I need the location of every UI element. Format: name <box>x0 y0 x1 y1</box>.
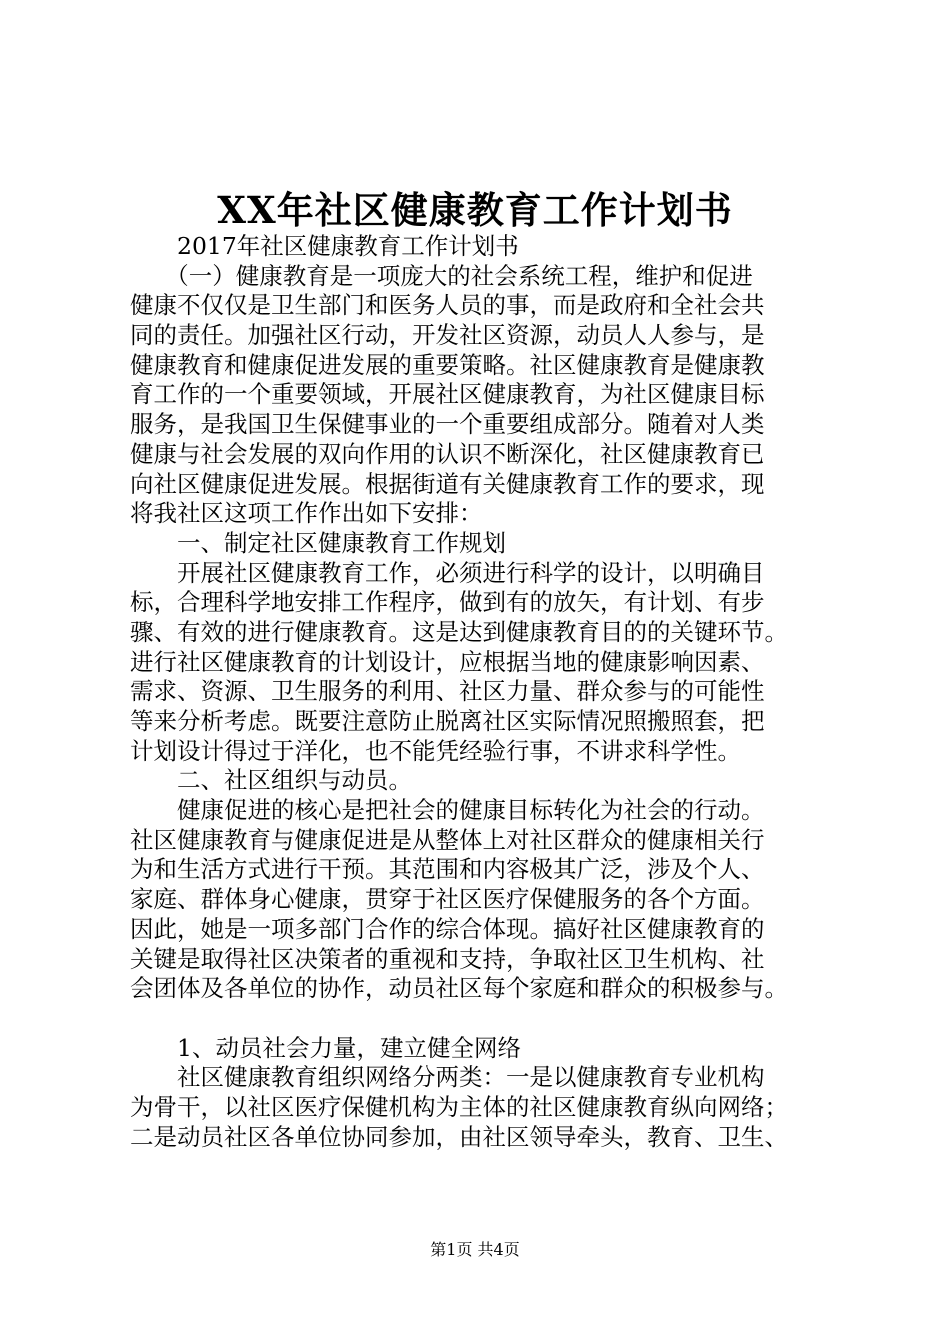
text-line: 社区健康教育组织网络分两类：一是以健康教育专业机构 <box>130 1063 765 1092</box>
text-line: 健康与社会发展的双向作用的认识不断深化，社区健康教育已 <box>130 439 765 468</box>
text-line: 等来分析考虑。既要注意防止脱离社区实际情况照搬照套，把 <box>130 707 765 735</box>
text-line: 育工作的一个重要领域，开展社区健康教育，为社区健康目标 <box>130 380 765 409</box>
text-line: 家庭、群体身心健康，贯穿于社区医疗保健服务的各个方面。 <box>130 885 765 914</box>
text-line: 需求、资源、卫生服务的利用、社区力量、群众参与的可能性 <box>130 677 765 706</box>
text-line: 进行社区健康教育的计划设计，应根据当地的健康影响因素、 <box>130 647 765 676</box>
text-line: 服务，是我国卫生保健事业的一个重要组成部分。随着对人类 <box>130 410 765 439</box>
text-line: 因此，她是一项多部门合作的综合体现。搞好社区健康教育的 <box>130 914 765 943</box>
text-line: 将我社区这项工作作出如下安排： <box>130 499 483 528</box>
text-line: 骤、有效的进行健康教育。这是达到健康教育目的的关键环节。 <box>130 617 788 646</box>
page-footer: 第1页 共4页 <box>430 1240 520 1259</box>
document-title: XX年社区健康教育工作计划书 <box>217 188 733 232</box>
text-line: 向社区健康促进发展。根据街道有关健康教育工作的要求，现 <box>130 469 765 498</box>
text-line: 标，合理科学地安排工作程序，做到有的放矢，有计划、有步 <box>130 588 765 617</box>
text-line: 健康不仅仅是卫生部门和医务人员的事，而是政府和全社会共 <box>130 291 765 320</box>
text-line: 1、动员社会力量，建立健全网络 <box>130 1033 521 1062</box>
text-line: 社区健康教育与健康促进是从整体上对社区群众的健康相关行 <box>130 825 765 854</box>
text-line: 二、社区组织与动员。 <box>130 766 412 795</box>
text-line: 二是动员社区各单位协同参加，由社区领导牵头，教育、卫生、 <box>130 1122 788 1151</box>
text-line: 关键是取得社区决策者的重视和支持，争取社区卫生机构、社 <box>130 944 765 973</box>
text-line: 一、制定社区健康教育工作规划 <box>130 528 506 557</box>
text-line: 开展社区健康教育工作，必须进行科学的设计，以明确目 <box>130 558 765 587</box>
text-line: 会团体及各单位的协作，动员社区每个家庭和群众的积极参与。 <box>130 974 788 1003</box>
document-body <box>130 232 830 1152</box>
paragraph-gap <box>130 1004 830 1034</box>
text-line: 为骨干，以社区医疗保健机构为主体的社区健康教育纵向网络； <box>130 1092 788 1121</box>
text-line: 同的责任。加强社区行动，开发社区资源，动员人人参与，是 <box>130 321 765 350</box>
text-line: （一）健康教育是一项庞大的社会系统工程，维护和促进 <box>130 261 753 290</box>
text-line: 健康教育和健康促进发展的重要策略。社区健康教育是健康教 <box>130 350 765 379</box>
text-line: 2017年社区健康教育工作计划书 <box>130 232 519 260</box>
text-line: 为和生活方式进行干预。其范围和内容极其广泛，涉及个人、 <box>130 855 765 884</box>
text-line: 健康促进的核心是把社会的健康目标转化为社会的行动。 <box>130 796 765 825</box>
text-line: 计划设计得过于洋化，也不能凭经验行事，不讲求科学性。 <box>130 736 741 765</box>
